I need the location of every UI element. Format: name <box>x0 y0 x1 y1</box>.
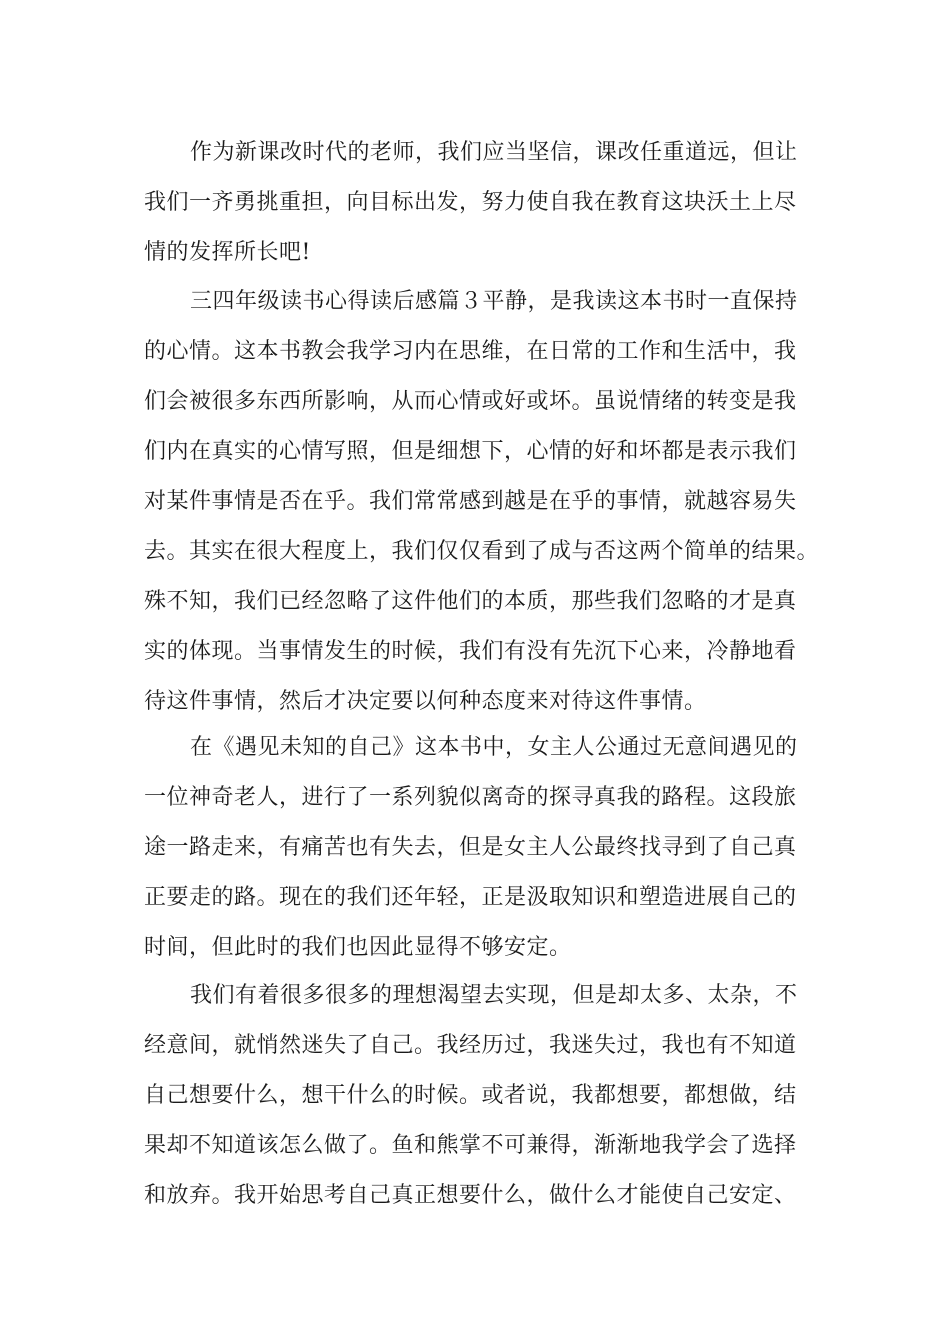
paragraph-1 <box>144 128 824 278</box>
text-line: 我们一齐勇挑重担，向目标出发，努力使自我在教育这块沃土上尽 <box>144 190 797 215</box>
text-line: 自己想要什么，想干什么的时候。或者说，我都想要，都想做，结 <box>144 1083 797 1108</box>
text-line: 去。其实在很大程度上，我们仅仅看到了成与否这两个简单的结果。 <box>144 539 820 564</box>
text-line: 途一路走来，有痛苦也有失去，但是女主人公最终找寻到了自己真 <box>144 835 797 860</box>
text-line: 和放弃。我开始思考自己真正想要什么，做什么才能使自己安定、 <box>144 1183 797 1208</box>
text-line: 们会被很多东西所影响，从而心情或好或坏。虽说情绪的转变是我 <box>144 389 797 414</box>
text-line: 正要走的路。现在的我们还年轻，正是汲取知识和塑造进展自己的 <box>144 885 797 910</box>
text-line: 经意间，就悄然迷失了自己。我经历过，我迷失过，我也有不知道 <box>144 1033 797 1058</box>
text-line: 作为新课改时代的老师，我们应当坚信，课改任重道远，但让 <box>190 140 798 165</box>
text-line: 殊不知，我们已经忽略了这件他们的本质，那些我们忽略的才是真 <box>144 589 797 614</box>
paragraph-4 <box>144 971 824 1221</box>
text-line: 时间，但此时的我们也因此显得不够安定。 <box>144 935 572 960</box>
text-line: 待这件事情，然后才决定要以何种态度来对待这件事情。 <box>144 689 707 714</box>
text-line: 对某件事情是否在乎。我们常常感到越是在乎的事情，就越容易失 <box>144 489 797 514</box>
text-line: 情的发挥所长吧! <box>144 240 311 265</box>
text-line: 们内在真实的心情写照，但是细想下，心情的好和坏都是表示我们 <box>144 439 797 464</box>
text-line: 三四年级读书心得读后感篇３平静，是我读这本书时一直保持 <box>190 289 798 314</box>
text-line: 的心情。这本书教会我学习内在思维，在日常的工作和生活中，我 <box>144 339 797 364</box>
text-line: 果却不知道该怎么做了。鱼和熊掌不可兼得，渐渐地我学会了选择 <box>144 1133 797 1158</box>
paragraph-2 <box>144 277 824 727</box>
text-line: 在《遇见未知的自己》这本书中，女主人公通过无意间遇见的 <box>190 735 798 760</box>
paragraph-3 <box>144 723 824 973</box>
text-line: 实的体现。当事情发生的时候，我们有没有先沉下心来，冷静地看 <box>144 639 797 664</box>
text-line: 我们有着很多很多的理想渴望去实现，但是却太多、太杂，不 <box>190 983 798 1008</box>
text-line: 一位神奇老人，进行了一系列貌似离奇的探寻真我的路程。这段旅 <box>144 785 797 810</box>
